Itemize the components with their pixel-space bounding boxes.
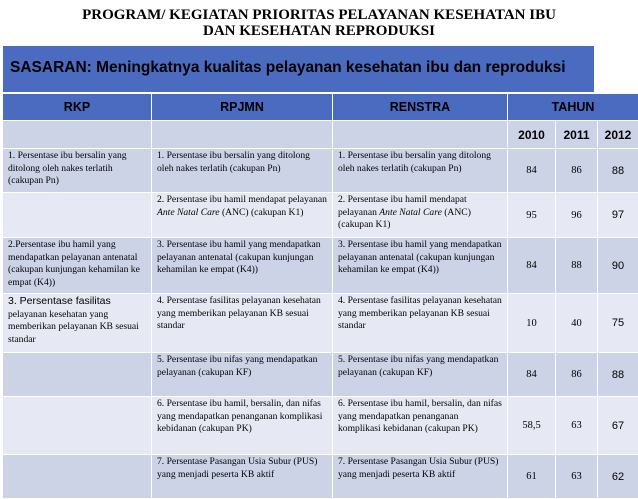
rpjmn-text-end: (ANC) (cakupan K1)	[220, 207, 304, 218]
renstra-cell	[333, 193, 508, 238]
value-2010: 84	[508, 149, 556, 193]
rkp-cell	[3, 353, 152, 397]
rkp-text: pelayanan kesehatan yang memberikan pelayanan KB sesuai standar	[8, 309, 139, 345]
rpjmn-cell: 5. Persentase ibu nifas yang mendapatkan pelayanan (cakupan KF)	[152, 353, 333, 397]
header-rkp: RKP	[3, 94, 152, 121]
value-2012: 62	[598, 455, 638, 499]
value-2011: 86	[556, 149, 598, 193]
rpjmn-cell: 1. Persentase ibu bersalin yang ditolong oleh nakes terlatih (cakupan Pn)	[152, 149, 333, 193]
rpjmn-cell: 7. Persentase Pasangan Usia Subur (PUS) yang menjadi peserta KB aktif	[152, 455, 333, 499]
header-renstra: RENSTRA	[333, 94, 508, 121]
year-spacer	[152, 121, 333, 149]
table-row	[3, 193, 638, 238]
rkp-cell	[3, 193, 152, 238]
sasaran-banner	[2, 45, 595, 93]
value-2012: 90	[598, 238, 638, 294]
rpjmn-cell: 4. Persentase fasilitas pelayanan kesehatan yang memberikan pelayanan KB sesuai standar	[152, 294, 333, 353]
renstra-text-end: (ANC) (cakupan K1)	[338, 207, 471, 231]
table-row	[3, 353, 638, 397]
indicator-table	[2, 93, 638, 499]
value-2010: 58,5	[508, 397, 556, 455]
rkp-lead-text: 3. Persentase fasilitas	[8, 295, 111, 307]
renstra-cell: 6. Persentase ibu hamil, bersalin, dan nifas yang mendapatkan penanganan komplikasi kebidanan (cakupan PK)	[333, 397, 508, 455]
value-2012: 97	[598, 193, 638, 238]
rpjmn-text: 2. Persentase ibu hamil mendapat pelayanan	[157, 194, 327, 205]
rkp-cell: 1. Persentase ibu bersalin yang ditolong oleh nakes terlatih (cakupan Pn)	[3, 149, 152, 193]
value-2010: 84	[508, 238, 556, 294]
rpjmn-cell	[152, 193, 333, 238]
value-2010: 10	[508, 294, 556, 353]
table-row	[3, 397, 638, 455]
rpjmn-cell: 6. Persentase ibu hamil, bersalin, dan nifas yang mendapatkan penanganan komplikasi kebidanan (cakupan PK)	[152, 397, 333, 455]
header-row	[3, 94, 638, 121]
rkp-cell	[3, 455, 152, 499]
table-row	[3, 455, 638, 499]
renstra-cell: 5. Persentase ibu nifas yang mendapatkan pelayanan (cakupan KF)	[333, 353, 508, 397]
year-2012: 2012	[598, 121, 638, 149]
value-2012: 88	[598, 353, 638, 397]
year-spacer	[333, 121, 508, 149]
year-2011: 2011	[556, 121, 598, 149]
title-line-2: DAN KESEHATAN REPRODUKSI	[0, 23, 638, 39]
value-2012: 67	[598, 397, 638, 455]
rpjmn-cell: 3. Persentase ibu hamil yang mendapatkan pelayanan antenatal (cakupan kunjungan kehamilan ke empat (K4))	[152, 238, 333, 294]
renstra-cell: 3. Persentase ibu hamil yang mendapatkan pelayanan antenatal (cakupan kunjungan kehamilan ke empat (K4))	[333, 238, 508, 294]
table-row	[3, 294, 638, 353]
value-2010: 84	[508, 353, 556, 397]
value-2011: 63	[556, 455, 598, 499]
header-tahun: TAHUN	[508, 94, 638, 121]
rpjmn-italic-term: Ante Natal Care	[157, 207, 220, 218]
renstra-italic-term: Ante Natal Care	[379, 207, 442, 218]
renstra-cell: 7. Persentase Pasangan Usia Subur (PUS) yang menjadi peserta KB aktif	[333, 455, 508, 499]
renstra-cell: 1. Persentase ibu bersalin yang ditolong oleh nakes terlatih (cakupan Pn)	[333, 149, 508, 193]
title-line-1: PROGRAM/ KEGIATAN PRIORITAS PELAYANAN KESEHATAN IBU	[0, 7, 638, 23]
value-2010: 61	[508, 455, 556, 499]
value-2011: 86	[556, 353, 598, 397]
rkp-cell: 2.Persentase ibu hamil yang mendapatkan pelayanan antenatal (cakupan kunjungan kehamilan ke empat (K4))	[3, 238, 152, 294]
value-2012: 88	[598, 149, 638, 193]
value-2011: 40	[556, 294, 598, 353]
value-2011: 96	[556, 193, 598, 238]
rkp-cell	[3, 397, 152, 455]
year-2010: 2010	[508, 121, 556, 149]
value-2012: 75	[598, 294, 638, 353]
table-row	[3, 149, 638, 193]
renstra-text: 2. Persentase ibu hamil mendapat pelayanan	[338, 194, 467, 218]
document-title	[0, 7, 638, 39]
value-2011: 88	[556, 238, 598, 294]
year-row	[3, 121, 638, 149]
header-rpjmn: RPJMN	[152, 94, 333, 121]
renstra-cell: 4. Persentase fasilitas pelayanan kesehatan yang memberikan pelayanan KB sesuai standar	[333, 294, 508, 353]
sasaran-text: SASARAN: Meningkatnya kualitas pelayanan kesehatan ibu dan reproduksi	[10, 59, 566, 77]
year-spacer	[3, 121, 152, 149]
value-2010: 95	[508, 193, 556, 238]
table-row	[3, 238, 638, 294]
rkp-cell	[3, 294, 152, 353]
value-2011: 63	[556, 397, 598, 455]
